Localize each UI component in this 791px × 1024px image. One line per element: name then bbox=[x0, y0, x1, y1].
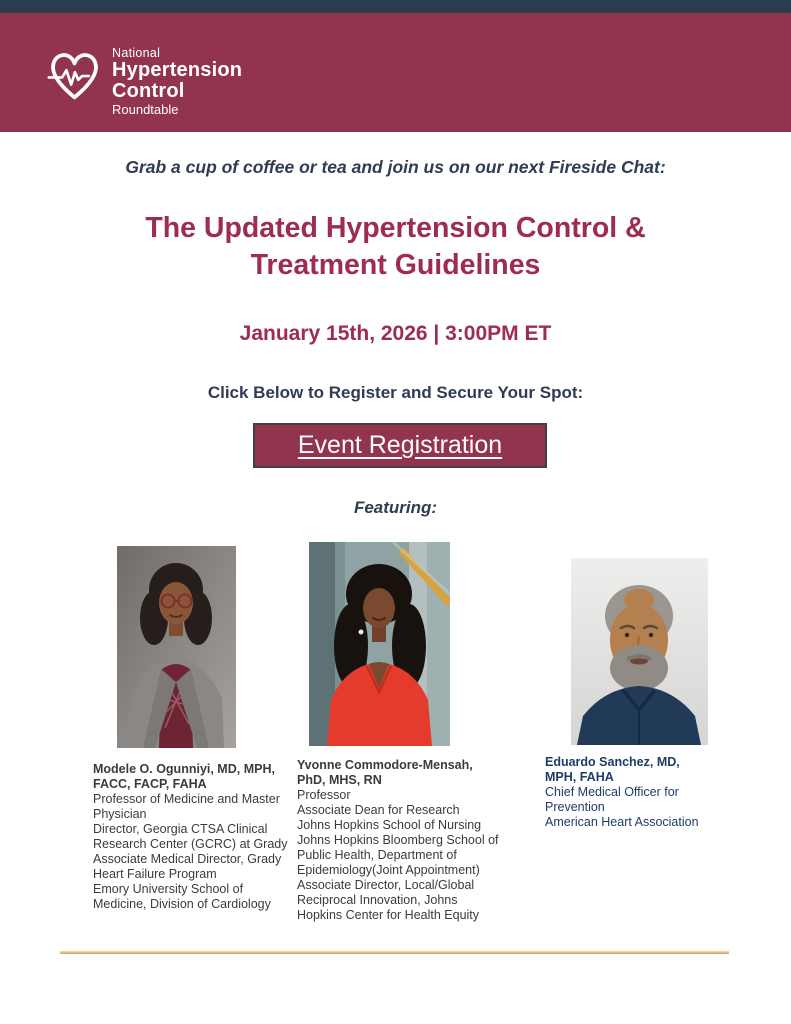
speaker-bio-line: Associate Dean for Research bbox=[297, 803, 460, 817]
intro-line: Grab a cup of coffee or tea and join us on our next Fireside Chat: bbox=[125, 157, 666, 177]
speaker-photo-yvonne-commodore-mensah bbox=[309, 542, 450, 746]
speaker-bio-line: Johns Hopkins School of Nursing bbox=[297, 818, 482, 832]
speaker-photo-eduardo-sanchez bbox=[571, 558, 708, 745]
event-title: The Updated Hypertension Control & Treatment Guidelines bbox=[145, 212, 646, 281]
speaker-name: Modele O. Ogunniyi, MD, MPH, FACC, FACP, FAHA bbox=[93, 762, 275, 791]
speaker-bio-line: Director, Georgia CTSA Clinical Research Center (GCRC) at Grady bbox=[93, 822, 288, 851]
featuring-label: Featuring: bbox=[353, 498, 438, 517]
event-registration-button[interactable] bbox=[253, 423, 547, 468]
heart-ekg-icon bbox=[46, 48, 103, 105]
speaker-bio-line: Johns Hopkins Bloomberg School of Public Health, Department of Epidemiology(Joint Appointment) bbox=[297, 833, 499, 877]
speaker-bio-line: Professor bbox=[297, 788, 351, 802]
event-registration-button-label: Event Registration bbox=[297, 431, 503, 459]
logo-line-national: National bbox=[112, 46, 161, 60]
cta-line: Click Below to Register and Secure Your Spot: bbox=[207, 383, 584, 402]
logo-line-roundtable: Roundtable bbox=[112, 102, 179, 117]
speaker-bio-line: Chief Medical Officer for Prevention bbox=[545, 785, 679, 814]
speaker-card-yvonne-commodore-mensah bbox=[297, 758, 502, 923]
logo-line-hypertension: Hypertension bbox=[112, 59, 243, 81]
speaker-bio-line: Associate Medical Director, Grady Heart Failure Program bbox=[93, 852, 282, 881]
speaker-bio-line: American Heart Association bbox=[545, 815, 699, 829]
nhcr-logo bbox=[46, 46, 242, 117]
speaker-name: Yvonne Commodore-Mensah, PhD, MHS, RN bbox=[297, 758, 473, 787]
footer-gold-divider bbox=[60, 951, 729, 954]
event-datetime: January 15th, 2026 | 3:00PM ET bbox=[239, 322, 552, 345]
speaker-photo-modele-ogunniyi bbox=[117, 546, 236, 748]
speaker-bio-line: Emory University School of Medicine, Division of Cardiology bbox=[93, 882, 271, 911]
speaker-bio-line: Professor of Medicine and Master Physician bbox=[93, 792, 280, 821]
logo-line-control: Control bbox=[112, 80, 185, 102]
speaker-name: Eduardo Sanchez, MD, MPH, FAHA bbox=[545, 755, 680, 784]
speaker-card-eduardo-sanchez bbox=[545, 755, 707, 830]
logo-wordmark bbox=[112, 46, 242, 117]
speaker-bio-line: Associate Director, Local/Global Reciprocal Innovation, Johns Hopkins Center for Health Equity bbox=[297, 878, 480, 922]
speaker-card-modele-ogunniyi bbox=[93, 762, 293, 912]
top-navy-strip bbox=[0, 0, 791, 13]
header-banner bbox=[0, 13, 791, 132]
